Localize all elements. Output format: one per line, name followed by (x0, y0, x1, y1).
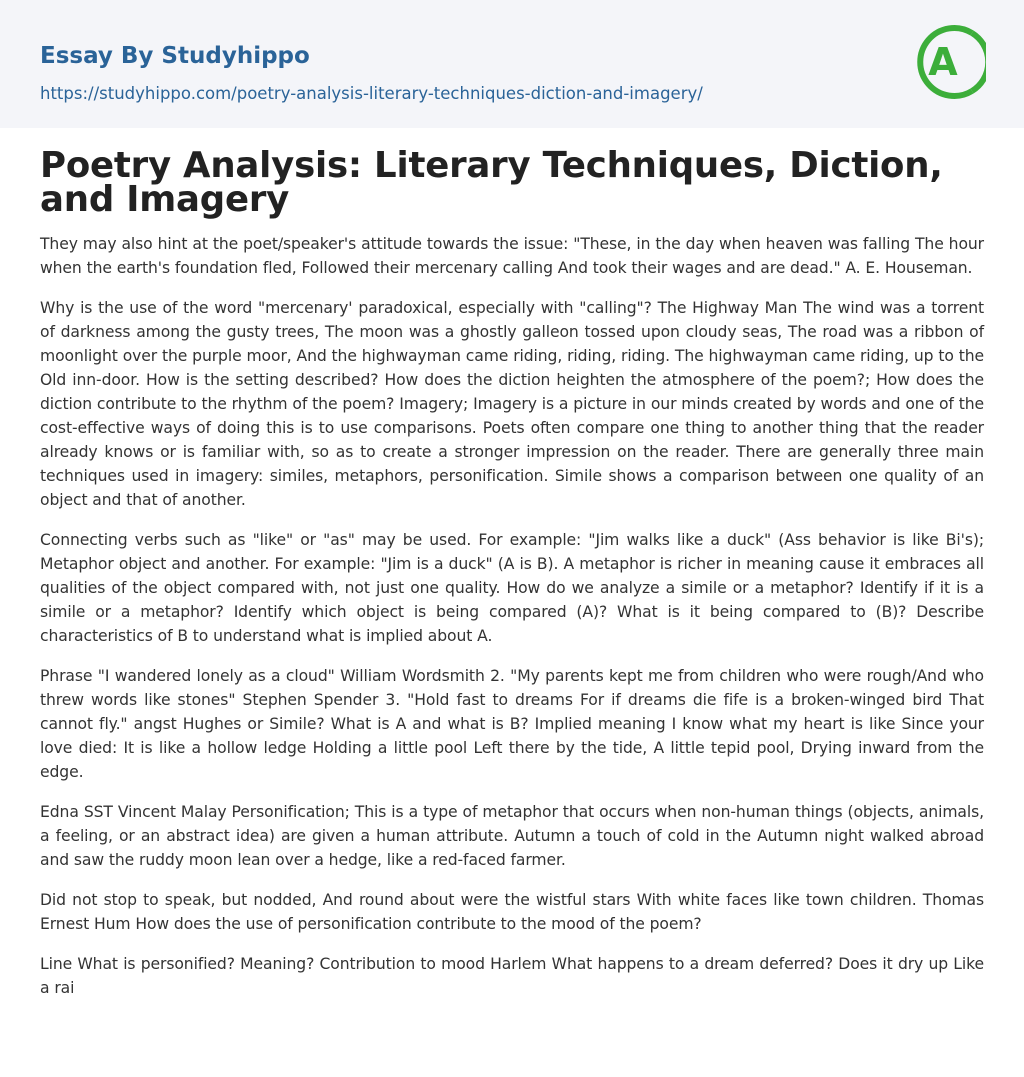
article-paragraph: Edna SST Vincent Malay Personification; This is a type of metaphor that occurs when non-human things (objects, animals, a feeling, or an abstract idea) are given a human attribute. Autumn a touch of cold in the Autumn night walked abroad and saw the ruddy moon lean over a hedge, like a red-faced farmer. (40, 803, 984, 869)
logo-letter: A (928, 40, 958, 84)
site-header (0, 0, 1024, 128)
article (0, 145, 1024, 1000)
article-paragraph: Why is the use of the word "mercenary' paradoxical, especially with "calling"? The Highway Man The wind was a torrent of darkness among the gusty trees, The moon was a ghostly galleon tossed upon cloudy seas, The road was a ribbon of moonlight over the purple moor, And the highwayman came riding, riding, riding. The highwayman came riding, up to the Old inn-door. How is the setting described? How does the diction heighten the atmosphere of the poem?; How does the diction contribute to the rhythm of the poem? Imagery; Imagery is a picture in our minds created by words and one of the cost-effective ways of doing this is to use comparisons. Poets often compare one thing to another thing that the reader already knows or is familiar with, so as to create a stronger impression on the reader. There are generally three main techniques used in imagery: similes, metaphors, personification. Simile shows a comparison between one quality of an object and that of another. (40, 299, 984, 509)
studyhippo-logo-icon[interactable] (914, 19, 986, 105)
article-title: Poetry Analysis: Literary Techniques, Diction, and Imagery (40, 145, 943, 220)
article-paragraph: They may also hint at the poet/speaker's attitude towards the issue: "These, in the day when heaven was falling The hour when the earth's foundation fled, Followed their mercenary calling And took their wages and are dead." A. E. Houseman. (40, 235, 984, 277)
article-paragraph: Did not stop to speak, but nodded, And round about were the wistful stars With white faces like town children. Thomas Ernest Hum How does the use of personification contribute to the mood of the poem? (40, 891, 984, 933)
site-brand[interactable]: Essay By Studyhippo (40, 43, 310, 69)
article-paragraph: Line What is personified? Meaning? Contribution to mood Harlem What happens to a dream deferred? Does it dry up Like a rai (40, 955, 984, 997)
source-url-link[interactable]: https://studyhippo.com/poetry-analysis-literary-techniques-diction-and-imagery/ (40, 84, 703, 103)
article-paragraph: Connecting verbs such as "like" or "as" may be used. For example: "Jim walks like a duck" (Ass behavior is like Bi's); Metaphor object and another. For example: "Jim is a duck" (A is B). A metaphor is richer in meaning cause it embraces all qualities of the object compared with, not just one quality. How do we analyze a simile or a metaphor? Identify if it is a simile or a metaphor? Identify which object is being compared (A)? What is it being compared to (B)? Describe characteristics of B to understand what is implied about A. (40, 531, 984, 645)
article-paragraph: Phrase "I wandered lonely as a cloud" William Wordsmith 2. "My parents kept me from children who were rough/And who threw words like stones" Stephen Spender 3. "Hold fast to dreams For if dreams die fife is a broken-winged bird That cannot fly." angst Hughes or Simile? What is A and what is B? Implied meaning I know what my heart is like Since your love died: It is like a hollow ledge Holding a little pool Left there by the tide, A little tepid pool, Drying inward from the edge. (40, 667, 984, 781)
